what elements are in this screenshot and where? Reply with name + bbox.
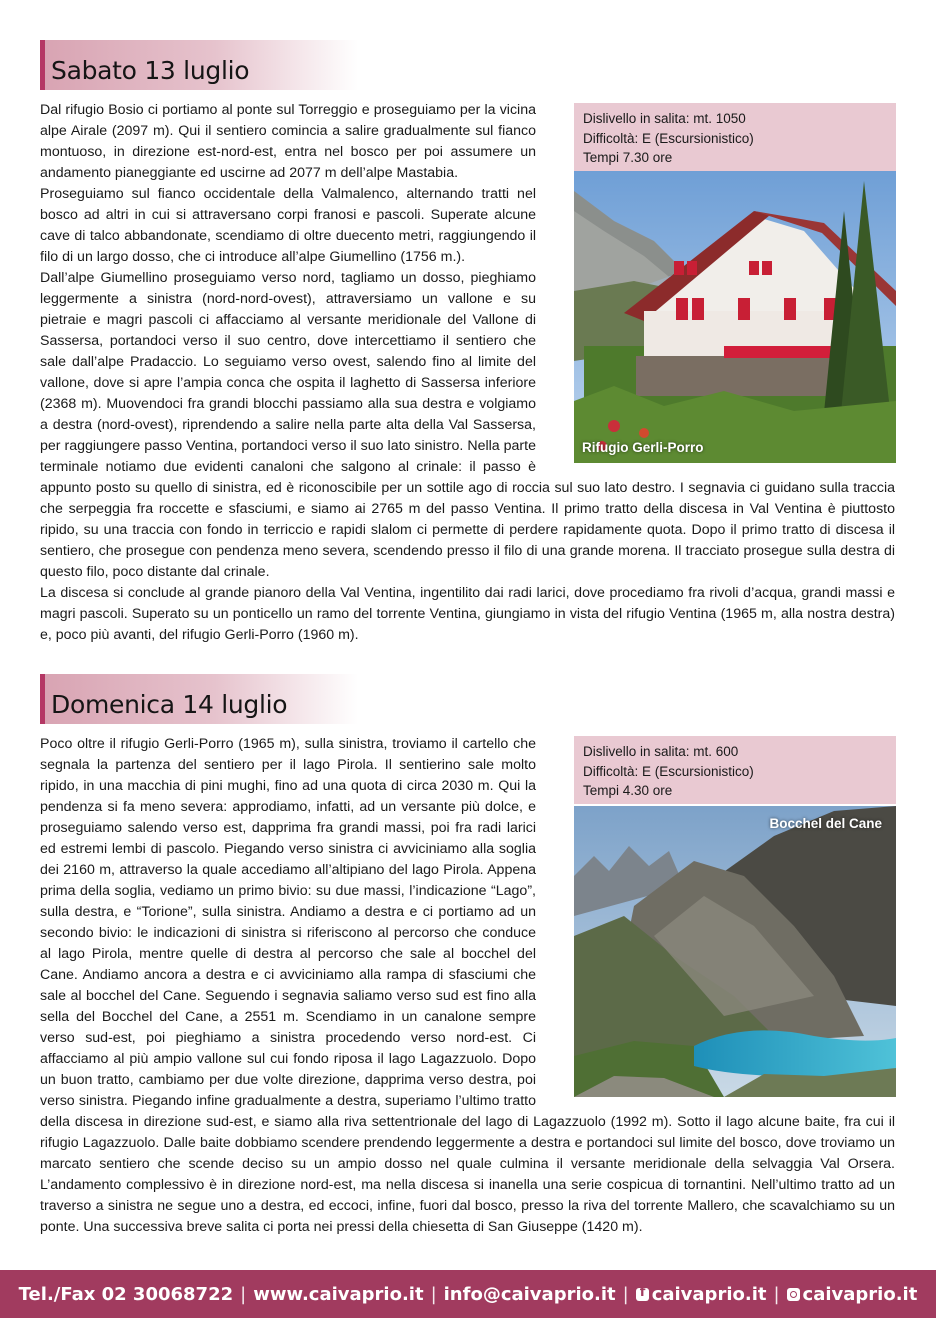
footer-website-link[interactable]: www.caivaprio.it	[253, 1283, 424, 1305]
day2-photo-caption: Bocchel del Cane	[769, 816, 882, 831]
day2-text	[40, 734, 895, 1238]
day1-paragraph: Proseguiamo sul fianco occidentale della Valmalenco, alternando tratti nel bosco ad altri in cui si attraversano corpi franosi e pascoli. Superate alcune cave di talco abbandonate, scendiamo di oltre duecento metri, raggiungendo il filo di un largo dosso, che ci introduce all’alpe Giumellino (1756 m.).	[40, 186, 536, 265]
day1-tempi: Tempi 7.30 ore	[583, 150, 673, 165]
day2-header	[40, 674, 358, 724]
day2-title: Domenica 14 luglio	[51, 690, 288, 719]
contact-footer	[0, 1270, 936, 1318]
day2-tempi: Tempi 4.30 ore	[583, 783, 673, 798]
instagram-icon	[787, 1288, 800, 1301]
day1-title: Sabato 13 luglio	[51, 56, 250, 85]
footer-separator: |	[773, 1283, 780, 1305]
footer-email-link[interactable]: info@caivaprio.it	[443, 1283, 616, 1305]
day1-difficolta: Difficoltà: E (Escursionistico)	[583, 130, 754, 146]
day1-paragraph: La discesa si conclude al grande pianoro della Val Ventina, ingentilito dai radi larici, dove procediamo fra rivoli d’acqua, grandi massi e magri pascoli. Superato su un ponticello un ramo del torrente Ventina, giungiamo in vista del rifugio Ventina (1965 m, alla nostra destra) e, poco più avanti, del rifugio Gerli-Porro (1960 m).	[40, 585, 895, 643]
footer-facebook-link[interactable]: caivaprio.it	[651, 1283, 767, 1305]
footer-phone: Tel./Fax 02 30068722	[18, 1283, 234, 1305]
footer-instagram-link[interactable]: caivaprio.it	[802, 1283, 918, 1305]
day1-header	[40, 40, 358, 90]
day2-paragraph: Poco oltre il rifugio Gerli-Porro (1965 m), sulla sinistra, troviamo il cartello che segnala la partenza del sentiero per il lago Pirola. Il sentierino sale molto ripido, in una macchia di pini mughi, fino ad una quota di circa 2030 m. Qui la pendenza si fa meno severa: approdiamo, infatti, ad un versante più dolce, e proseguiamo salendo verso est, dapprima fra grandi massi, poi fra radi larici ed estremi lembi di pascolo. Piegando verso sinistra ci avviciniamo alla soglia dei 2160 m, attraverso la quale accediamo all’altipiano del lago Pirola. Appena prima della soglia, vediamo un primo bivio: su due massi, l’indicazione “Lago”, sulla destra, e “Torione”, sulla sinistra. Andiamo a destra e ci portiamo ad un secondo bivio: le indicazioni di sinistra si riferiscono al percorso che conduce al lago Pirola, mentre quelle di destra al percorso che sale al bocchel del Cane. Andiamo ancora a destra e ci avviciniamo alla rampa di sfasciumi che sale al bocchel del Cane. Seguendo i segnavia saliamo verso sud est fino alla sella del Bocchel del Cane, a 2551 m. Scendiamo in un canalone sempre verso sud-est, poi pieghiamo a sinistra procedendo verso nord-est. Ci affacciamo al più ampio vallone sul cui fondo riposa il lago Lagazzuolo. Dopo un buon tratto, cambiamo per due volte direzione, dapprima verso destra, poi verso sinistra. Piegando infine gradualmente a destra, superiamo l’ultimo tratto della discesa in direzione sud-est, e siamo alla riva settentrionale del lago di Lagazzuolo (1992 m). Sotto il lago alcune baite, fra cui il rifugio Lagazzuolo. Dalle baite dobbiamo scendere prendendo leggermente a destra e portandoci sul limite del bosco, dove troviamo un marcato sentiero che scende deciso su un ampio dosso nel quale culmina il versante meridionale della selvaggia Val Orsera. L’andamento complessivo è in direzione nord-est, ma nella discesa si inanella una serie cospicua di tornantini. Nell’ultimo tratto ad un traverso a sinistra ne segue uno a destra, ed eccoci, infine, fuori dal bosco, presso la riva del torrente Mallero, che scavalchiamo su un ponte. Una successiva breve salita ci porta nei pressi della chiesetta di San Giuseppe (1420 m).	[40, 736, 895, 1235]
footer-separator: |	[622, 1283, 629, 1305]
day1-paragraph: Dal rifugio Bosio ci portiamo al ponte sul Torreggio e proseguiamo per la vicina alpe Airale (2097 m). Qui il sentiero comincia a salire gradualmente sul fianco montuoso, in direzione est-nord-est, entra nel bosco per poi assumere un andamento pianeggiante ed uscirne ad 2077 m dell’alpe Mastabia.	[40, 102, 536, 181]
day1-photo-caption: Rifugio Gerli-Porro	[582, 440, 704, 455]
day2-difficolta: Difficoltà: E (Escursionistico)	[583, 763, 754, 779]
footer-separator: |	[430, 1283, 437, 1305]
day1-dislivello: Dislivello in salita: mt. 1050	[583, 111, 746, 126]
footer-separator: |	[240, 1283, 247, 1305]
day2-dislivello: Dislivello in salita: mt. 600	[583, 744, 739, 759]
day1-text	[40, 100, 895, 646]
facebook-icon	[636, 1288, 649, 1301]
day1-paragraph: Dall’alpe Giumellino proseguiamo verso nord, tagliamo un dosso, pieghiamo leggermente a sinistra (nord-nord-ovest), attraversiamo un vallone e su pietraie e magri pascoli ci affacciamo al versante meridionale del Vallone di Sassersa, portandoci verso il suo centro, dove intercettiamo il sentiero che sale dall’alpe Pradaccio. Lo seguiamo verso ovest, salendo fino al limite del vallone, dove si apre l’ampia conca che ospita il laghetto di Sassersa inferiore (2368 m). Muovendoci fra grandi blocchi passiamo alla sua destra e volgiamo a destra (nord-ovest), riprendendo a salire nella parte alta della Val Sassersa, per raggiungere passo Ventina, portandoci verso il suo lato sinistro. Nella parte terminale notiamo due evidenti canaloni che salgono al crinale: il passo è appunto posto su quello di sinistra, ed è riconoscibile per un sottile ago di roccia sul suo lato destro. I segnavia ci guidano sulla traccia che serpeggia fra roccette e sfasciumi, e siamo ai 2765 m del passo Ventina. Il primo tratto della discesa in Val Ventina è piuttosto ripido, su una traccia con fondo in terriccio e rapidi slalom ci permette di perdere rapidamente quota. Dopo il primo tratto di discesa il sentiero, che prosegue con pendenza meno severa, scendendo presso il filo di una grande morena. Il tracciato prosegue sulla destra di questo filo, poco distante dal crinale.	[40, 270, 895, 580]
